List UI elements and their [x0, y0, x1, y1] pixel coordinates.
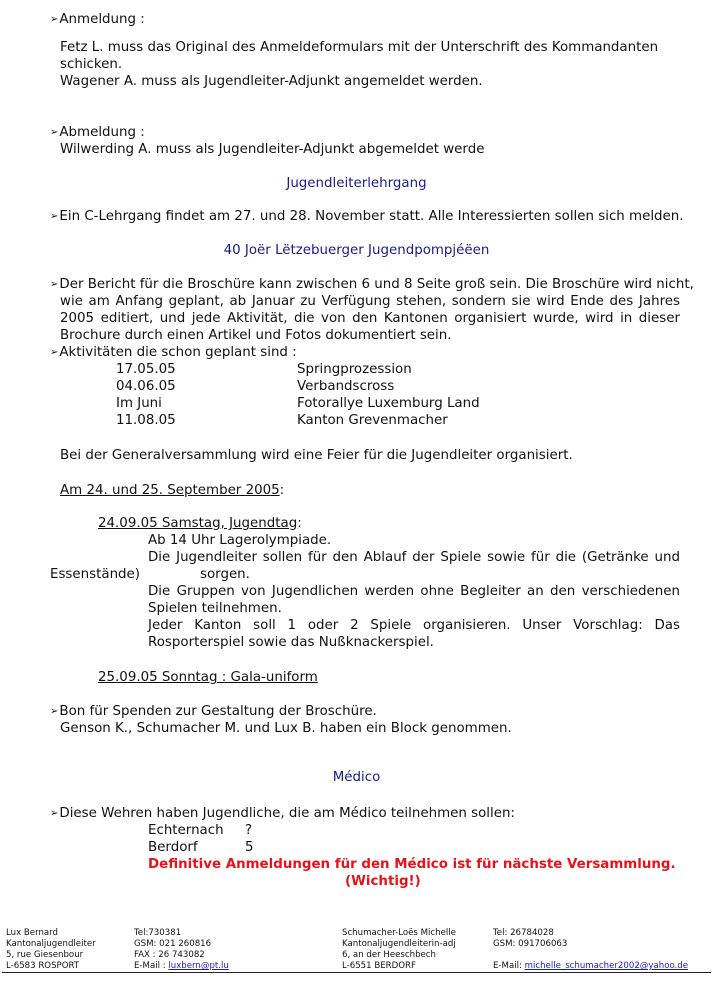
footer-right-gsm: GSM: 091706063 — [493, 939, 568, 949]
footer-left-role: Kantonaljugendleiter — [6, 939, 96, 949]
sonntag-heading: 25.09.05 Sonntag : Gala-uniform — [98, 670, 318, 685]
samstag-line-4a: Jeder Kanton soll 1 oder 2 Spiele organisieren. Unser Vorschlag: Das — [148, 618, 680, 633]
anmeldung-heading: ➢ Anmeldung : — [50, 11, 145, 29]
samstag-heading-text: 24.09.05 Samstag, Jugendtag — [98, 516, 298, 531]
aktivitaet-date: 17.05.05 — [116, 362, 176, 377]
samstag-line-2a: Die Jugendleiter sollen für den Ablauf der Spiele sowie für die (Getränke und — [148, 550, 680, 565]
footer-right-email-label: E-Mail: — [493, 961, 522, 971]
anmeldung-line-2: schicken. — [60, 57, 123, 72]
footer-right-email-link[interactable]: michelle_schumacher2002@yahoo.de — [524, 961, 689, 971]
anmeldung-line-3: Wagener A. muss als Jugendleiter-Adjunkt angemeldet werden. — [60, 74, 483, 89]
footer-right-tel: Tel: 26784028 — [493, 928, 554, 938]
aktivitaet-event: Kanton Grevenmacher — [297, 413, 448, 428]
samstag-line-3a: Die Gruppen von Jugendlichen werden ohne Begleiter an den verschiedenen — [148, 584, 680, 599]
lehrgang-text: ➢ Ein C-Lehrgang findet am 27. und 28. November statt. Alle Interessierten sollen sich melden. — [50, 208, 684, 226]
footer-right-email-row — [493, 961, 688, 972]
lehrgang-title: Jugendleiterlehrgang — [286, 176, 427, 191]
samstag-line-2b-right: sorgen. — [200, 567, 250, 582]
aktivitaeten-heading: ➢ Aktivitäten die schon geplant sind : — [50, 344, 297, 362]
medico-count: ? — [245, 823, 253, 838]
aktivitaet-event: Fotorallye Luxemburg Land — [297, 396, 480, 411]
footer-right-role: Kantonaljugendleiterin-adj — [342, 939, 456, 949]
aktivitaet-date: 11.08.05 — [116, 413, 176, 428]
samstag-line-1: Ab 14 Uhr Lagerolympiade. — [148, 533, 332, 548]
samstag-line-2b-left: Essenstände) — [50, 567, 141, 582]
feier-text: Bei der Generalversammlung wird eine Feier für die Jugendleiter organisiert. — [60, 448, 573, 463]
medico-count: 5 — [245, 840, 254, 855]
jubilaeum-title: 40 Joër Lëtzebuerger Jugendpompjéëen — [223, 243, 490, 258]
abmeldung-line-1: Wilwerding A. muss als Jugendleiter-Adjunkt abgemeldet werde — [60, 142, 485, 157]
aktivitaet-date: Im Juni — [116, 396, 162, 411]
footer-right-name: Schumacher-Loës Michelle — [342, 928, 456, 938]
footer-left-street: 5, rue Giesenbour — [6, 950, 84, 960]
footer-right-city: L-6551 BERDORF — [342, 961, 416, 971]
aktivitaet-date: 04.06.05 — [116, 379, 176, 394]
samstag-line-3b: Spielen teilnehmen. — [148, 601, 282, 616]
medico-place: Berdorf — [148, 840, 198, 855]
footer-left-tel: Tel:730381 — [134, 928, 182, 938]
bon-line-1: ➢ Bon für Spenden zur Gestaltung der Broschüre. — [50, 703, 377, 721]
september-heading-colon: : — [279, 483, 285, 498]
footer-left-name: Lux Bernard — [6, 928, 59, 938]
aktivitaet-event: Springprozession — [297, 362, 412, 377]
footer-left-email-row — [134, 961, 229, 972]
bon-line-2: Genson K., Schumacher M. und Lux B. haben ein Block genommen. — [60, 721, 512, 736]
september-heading-text: Am 24. und 25. September 2005 — [60, 483, 280, 498]
footer-left-gsm: GSM: 021 260816 — [134, 939, 212, 949]
samstag-line-4b: Rosporterspiel sowie das Nußknackerspiel. — [148, 635, 434, 650]
september-heading — [60, 482, 284, 499]
footer-left-city: L-6583 ROSPORT — [6, 961, 80, 971]
bericht-line-2: wie am Anfang geplant, ab Januar zu Verfügung stehen, sondern sie wird Ende des Jahres — [60, 294, 680, 309]
footer-right-street: 6, an der Heeschbech — [342, 950, 436, 960]
bericht-line-1: ➢ Der Bericht für die Broschüre kann zwischen 6 und 8 Seite groß sein. Die Broschüre wird nicht, — [50, 276, 694, 294]
aktivitaet-event: Verbandscross — [297, 379, 395, 394]
anmeldung-line-1: Fetz L. muss das Original des Anmeldeformulars mit der Unterschrift des Kommandanten — [60, 40, 659, 55]
abmeldung-heading: ➢ Abmeldung : — [50, 124, 145, 142]
medico-title: Médico — [332, 770, 381, 785]
footer-left-fax: FAX : 26 743082 — [134, 950, 205, 960]
bericht-line-3: 2005 editiert, und jede Aktivität, die von den Kantonen organisiert wurde, wird in dieser — [60, 311, 680, 326]
medico-warning-line-2: (Wichtig!) — [345, 874, 421, 889]
samstag-heading — [98, 515, 302, 532]
medico-intro: ➢ Diese Wehren haben Jugendliche, die am Médico teilnehmen sollen: — [50, 805, 515, 823]
samstag-heading-colon: : — [297, 516, 302, 531]
footer-divider — [2, 972, 711, 973]
footer-left-email-link[interactable]: luxbern@pt.lu — [168, 961, 229, 971]
footer-left-email-label: E-Mail : — [134, 961, 166, 971]
medico-warning-line-1: Definitive Anmeldungen für den Médico ist für nächste Versammlung. — [148, 857, 676, 872]
bericht-line-4: Brochure durch einen Artikel und Fotos dokumentiert sein. — [60, 328, 452, 343]
medico-place: Echternach — [148, 823, 224, 838]
